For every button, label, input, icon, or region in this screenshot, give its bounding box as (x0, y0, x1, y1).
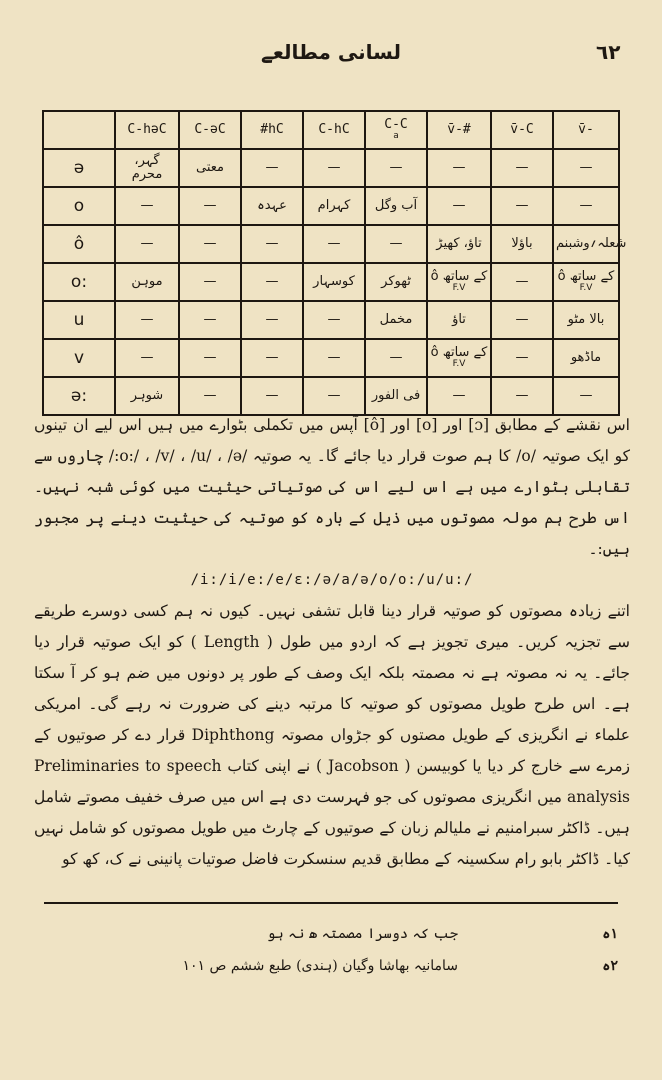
table-row (43, 225, 619, 263)
column-header: C-əC (179, 111, 241, 149)
table-row (43, 187, 619, 225)
table-cell: — (115, 225, 179, 263)
footnote-marker: ۲ہ (602, 958, 618, 974)
table-cell: شعلہ؍وشبنم (553, 225, 619, 263)
table-row (43, 339, 619, 377)
column-header: v̄-C (491, 111, 553, 149)
row-symbol: u (43, 301, 115, 339)
table-header-row (43, 111, 619, 149)
footnote (44, 950, 618, 982)
table-cell: — (241, 301, 303, 339)
table-cell: فی الفور (365, 377, 427, 415)
table-cell: — (491, 377, 553, 415)
table-cell: — (241, 339, 303, 377)
table-cell: — (179, 339, 241, 377)
phoneme-list: /i:/i/e:/e/ɛ:/ə/a/ə/o/o:/u/u:/ (190, 572, 474, 588)
table-cell: — (179, 225, 241, 263)
table-cell: — (241, 377, 303, 415)
table-cell: — (491, 149, 553, 187)
column-header: v̄-# (427, 111, 491, 149)
table-cell: — (303, 149, 365, 187)
column-header: v̄- (553, 111, 619, 149)
row-symbol: o (43, 187, 115, 225)
column-header: C-hC (303, 111, 365, 149)
table-cell: — (553, 149, 619, 187)
footnote (44, 918, 618, 950)
table-cell: — (491, 339, 553, 377)
table-cell: ô کے ساتھ F.V (553, 263, 619, 301)
table-cell: کہرام (303, 187, 365, 225)
table-cell: آب وگل (365, 187, 427, 225)
table-cell: — (427, 377, 491, 415)
table-cell: — (365, 339, 427, 377)
footnote-divider (44, 902, 618, 904)
table-cell: — (365, 149, 427, 187)
table-cell: — (179, 187, 241, 225)
table-cell: — (491, 263, 553, 301)
table-cell: ô کے ساتھ F.V (427, 339, 491, 377)
table-cell: — (303, 301, 365, 339)
table-cell: مخمل (365, 301, 427, 339)
body-text (34, 410, 630, 875)
table-cell: — (491, 301, 553, 339)
column-header: C-C a (365, 111, 427, 149)
table-cell: ٹھوکر (365, 263, 427, 301)
column-header: #hC (241, 111, 303, 149)
row-symbol: ə: (43, 377, 115, 415)
paragraph: اس نقشے کے مطابق [ɔ] اور [o] اور [ô] آپس میں تکملی بٹوارے میں ہیں اس لیے ان تینوں کو ایک صوتیہ /o/ کا ہم صوت قرار دیا جائے گا۔ یہ صوتیہ /o:/ ، /v/ ، /u/ ، /ə:/ چاروں سے تقابلی بٹوارے میں ہے اس لیے اس کی صوتیاتی حیثیت میں کوئی شبہ نہیں۔ اس طرح ہم مولہ مصوتوں میں ذیل کے بارہ کو صوتیہ کی حیثیت دینے پر مجبور ہیں:۔ (34, 416, 630, 558)
table-row (43, 149, 619, 187)
table-cell: — (115, 187, 179, 225)
paragraph: اتنے زیادہ مصوتوں کو صوتیہ قرار دینا قابل تشفی نہیں۔ کیوں نہ ہم کسی دوسرے طریقے سے تجزیہ کریں۔ میری تجویز ہے کہ اردو میں طول ( Length ) کو ایک صوتیہ قرار دیا جائے۔ یہ نہ مصوتہ ہے نہ مصمتہ بلکہ ایک وصف کے طور پر دونوں میں ضم ہو کر آ سکتا ہے۔ اس طرح طویل مصوتوں کو صوتیہ کا مرتبہ دینے کی ضرورت نہ رہے گی۔ امریکی علماء نے انگریزی کے طویل مصتوں کو جڑواں مصوتہ Diphthong قرار دے کر صوتیوں کے زمرے سے خارج کر دیا یا کوبیسن ( Jacobson ) نے اپنی کتاب Preliminaries to speech analysis میں انگریزی مصوتوں کی جو فہرست دی ہے اس میں صرف خفیف مصوتے شامل ہیں۔ ڈاکٹر سبرامنیم نے ملیالم زبان کے صوتیوں کے چارٹ میں طویل مصوتوں کو شامل نہیں کیا۔ ڈاکٹر بابو رام سکسینہ کے مطابق قدیم سنسکرت فاضل صوتیات پانینی نے ک، کھ کو (34, 602, 630, 868)
table-cell: تاؤ، کھیڑ (427, 225, 491, 263)
row-symbol: ə (43, 149, 115, 187)
table-cell: معتی (179, 149, 241, 187)
table-cell: — (179, 263, 241, 301)
row-symbol: o: (43, 263, 115, 301)
table-cell: — (491, 187, 553, 225)
footnotes (44, 918, 618, 982)
row-symbol: v (43, 339, 115, 377)
table-cell: موہن (115, 263, 179, 301)
table-cell: باؤلا (491, 225, 553, 263)
table-cell: — (115, 339, 179, 377)
column-header: C-həC (115, 111, 179, 149)
table-cell: — (427, 149, 491, 187)
table-cell: — (303, 225, 365, 263)
table-cell: — (241, 225, 303, 263)
footnote-marker: ۱ہ (602, 926, 618, 942)
footnote-text: سامانیہ بھاشا وگیان (ہندی) طبع ششم ص ۱۰۱ (182, 958, 458, 974)
table-cell: تاؤ (427, 301, 491, 339)
table-cell: — (427, 187, 491, 225)
table-cell: — (115, 301, 179, 339)
table-cell: گہر، محرم (115, 149, 179, 187)
vowel-distribution-table (42, 110, 627, 416)
table-cell: ô کے ساتھ F.V (427, 263, 491, 301)
table-cell: بالا مٹو (553, 301, 619, 339)
table-cell: عہدہ (241, 187, 303, 225)
table-cell: — (241, 263, 303, 301)
table-cell: — (553, 187, 619, 225)
running-title: لسانی مطالعے (261, 40, 401, 64)
table-cell: — (303, 377, 365, 415)
column-header (43, 111, 115, 149)
table-cell: کوسہار (303, 263, 365, 301)
table-cell: — (179, 301, 241, 339)
row-symbol: ô (43, 225, 115, 263)
footnote-text: جب کہ دوسرا مصمتہ ھ نہ ہو (267, 926, 458, 942)
page-number: ٦٢ (596, 40, 621, 64)
table-cell: — (179, 377, 241, 415)
table-cell: — (553, 377, 619, 415)
table-cell: ماڈھو (553, 339, 619, 377)
table-cell: شوہر (115, 377, 179, 415)
table-row (43, 263, 619, 301)
table-cell: — (303, 339, 365, 377)
table-cell: — (365, 225, 427, 263)
table-row (43, 301, 619, 339)
table-cell: — (241, 149, 303, 187)
